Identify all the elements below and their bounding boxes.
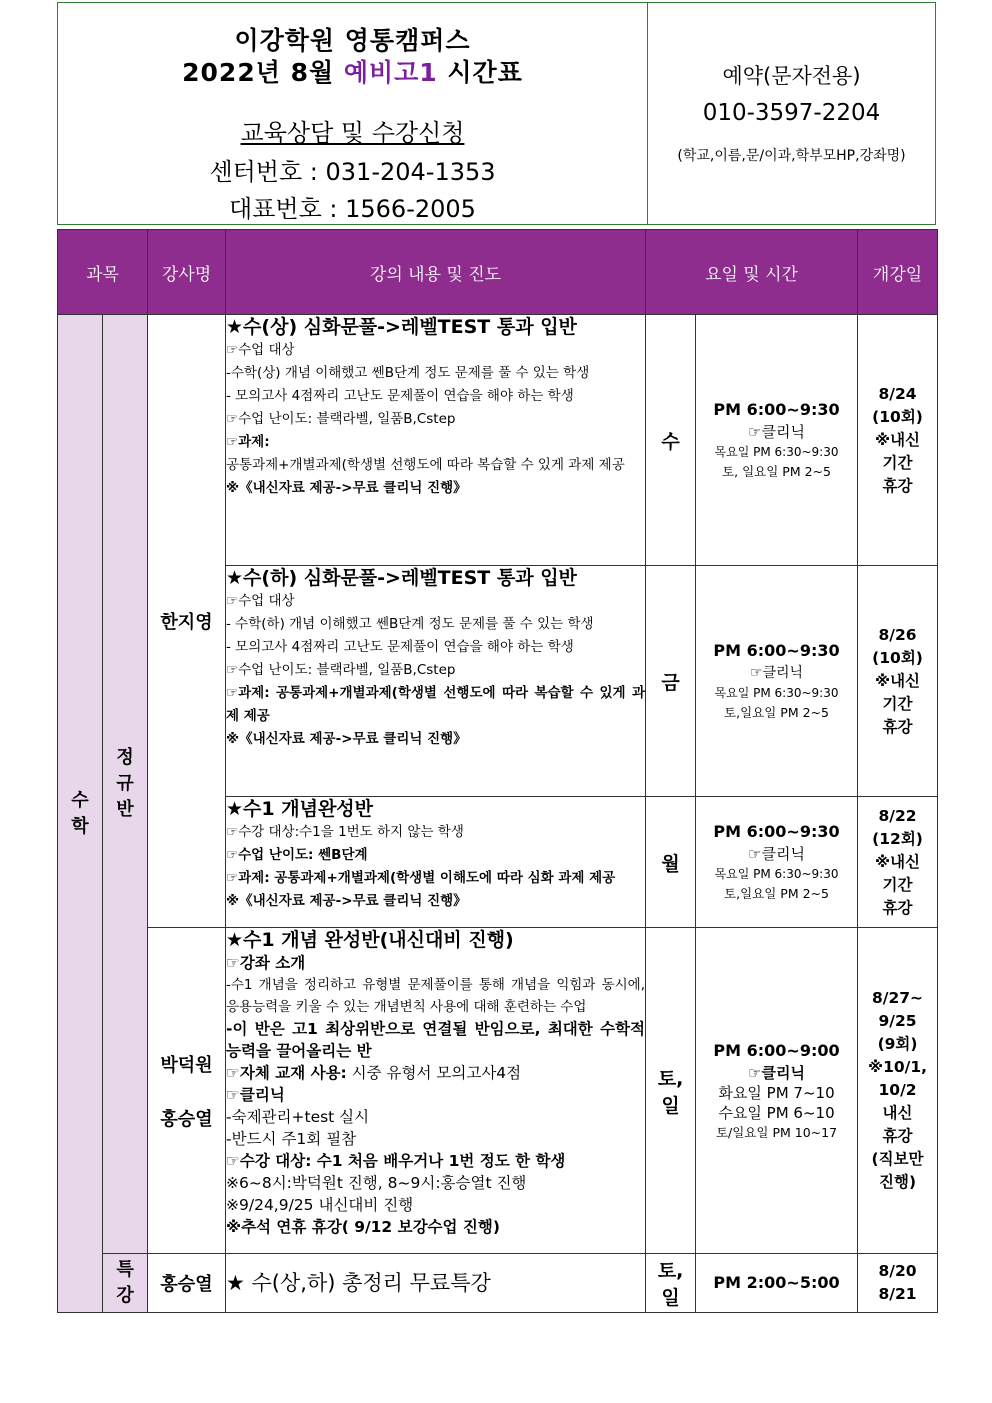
course-content: ★수(상) 심화문풀->레벨TEST 통과 입반 ☞수업 대상 -수학(상) 개념 이해했고 쎈B단계 정도 문제를 풀 수 있는 학생 - 모의고사 4점짜리 고난도 문제풀이 연습을 해야 하는 학생 ☞수업 난이도: 블랙라벨, 일품B,Cstep ☞과제: 공통과제+개별과제(학생별 선행도에 따라 복습할 수 있게 과제 제공 ※《내신자료 제공->무료 클리닉 진행》 xyxy=(226,315,646,566)
course-title: ★수(하) 심화문풀->레벨TEST 통과 입반 xyxy=(226,567,577,589)
teacher-cell: 박덕원 홍승열 xyxy=(148,928,226,1254)
course-title: ★수1 개념완성반 xyxy=(226,798,374,820)
time-cell: PM 2:00~5:00 xyxy=(696,1254,858,1313)
reservation-panel xyxy=(648,3,935,224)
col-subject: 과목 xyxy=(58,230,148,315)
teacher-cell: 한지영 xyxy=(148,315,226,928)
course-content: ★수1 개념 완성반(내신대비 진행) ☞강좌 소개 -수1 개념을 정리하고 유형별 문제풀이를 통해 개념을 익힘과 동시에, 응용능력을 키울 수 있는 개념변칙 사용에 대해 훈련하는 수업 -이 반은 고1 최상위반으로 연결될 반임으로, 최대한 수학적 능력을 끌어올리는 반 ☞자체 교재 사용: 시중 유형서 모의고사4점 ☞클리닉 -숙제관리+test 실시 -반드시 주1회 필참 ☞수강 대상: 수1 처음 배우거나 1번 정도 한 학생 ※6~8시:박덕원t 진행, 8~9시:홍승열t 진행 ※9/24,9/25 내신대비 진행 ※추석 연휴 휴강( 9/12 보강수업 진행) xyxy=(226,928,646,1254)
academy-name: 이강학원 영통캠퍼스 xyxy=(234,26,471,55)
time-cell: PM 6:00~9:30 ☞클리닉 목요일 PM 6:30~9:30 토,일요일 PM 2~5 xyxy=(696,566,858,797)
teacher-cell: 홍승열 xyxy=(148,1254,226,1313)
day-cell: 월 xyxy=(646,797,696,928)
time-cell: PM 6:00~9:00 ☞클리닉 화요일 PM 7~10 수요일 PM 6~10 토/일요일 PM 10~17 xyxy=(696,928,858,1254)
start-date-cell: 8/20 8/21 xyxy=(858,1254,938,1313)
reservation-note: (학교,이름,문/이과,학부모HP,강좌명) xyxy=(677,148,906,164)
course-title: ★ 수(상,하) 총정리 무료특강 xyxy=(226,1271,491,1295)
grade-highlight: 예비고1 xyxy=(343,58,438,87)
time-cell: PM 6:00~9:30 ☞클리닉 목요일 PM 6:30~9:30 토,일요일 PM 2~5 xyxy=(696,797,858,928)
course-content xyxy=(226,1254,646,1313)
special-class-cell: 특 강 xyxy=(103,1254,148,1313)
schedule-title: 2022년 8월 예비고1 시간표 xyxy=(182,58,523,87)
col-day-time: 요일 및 시간 xyxy=(646,230,858,315)
time-cell: PM 6:00~9:30 ☞클리닉 목요일 PM 6:30~9:30 토, 일요일 PM 2~5 xyxy=(696,315,858,566)
reservation-phone: 010-3597-2204 xyxy=(702,100,881,126)
header-title-panel xyxy=(58,3,648,224)
day-cell: 수 xyxy=(646,315,696,566)
course-title: ★수1 개념 완성반(내신대비 진행) xyxy=(226,929,514,951)
table-row xyxy=(58,315,938,566)
col-start: 개강일 xyxy=(858,230,938,315)
table-row xyxy=(58,928,938,1254)
start-date-cell: 8/24 (10회) ※내신 기간 휴강 xyxy=(858,315,938,566)
reservation-title: 예약(문자전용) xyxy=(722,64,861,88)
day-cell: 토, 일 xyxy=(646,928,696,1254)
regular-class-cell: 정 규 반 xyxy=(103,315,148,1254)
table-row xyxy=(58,1254,938,1313)
start-date-cell: 8/26 (10회) ※내신 기간 휴강 xyxy=(858,566,938,797)
table-header-row xyxy=(58,230,938,315)
consult-heading: 교육상담 및 수강신청 xyxy=(240,119,465,147)
col-teacher: 강사명 xyxy=(148,230,226,315)
course-title: ★수(상) 심화문풀->레벨TEST 통과 입반 xyxy=(226,316,577,338)
course-content: ★수(하) 심화문풀->레벨TEST 통과 입반 ☞수업 대상 - 수학(하) 개념 이해했고 쎈B단계 정도 문제를 풀 수 있는 학생 - 모의고사 4점짜리 고난도 문제풀이 연습을 해야 하는 학생 ☞수업 난이도: 블랙라벨, 일품B,Cstep ☞과제: 공통과제+개별과제(학생별 선행도에 따라 복습할 수 있게 과제 제공 ※《내신자료 제공->무료 클리닉 진행》 xyxy=(226,566,646,797)
start-date-cell: 8/27~ 9/25 (9회) ※10/1, 10/2 내신 휴강 (직보만 진행) xyxy=(858,928,938,1254)
day-cell: 토, 일 xyxy=(646,1254,696,1313)
subject-cell: 수 학 xyxy=(58,315,103,1313)
col-content: 강의 내용 및 진도 xyxy=(226,230,646,315)
schedule-table xyxy=(57,229,938,1313)
start-date-cell: 8/22 (12회) ※내신 기간 휴강 xyxy=(858,797,938,928)
header-box xyxy=(57,2,936,225)
day-cell: 금 xyxy=(646,566,696,797)
center-phone: 센터번호 : 031-204-1353 xyxy=(209,158,496,186)
main-phone: 대표번호 : 1566-2005 xyxy=(229,195,476,223)
course-content: ★수1 개념완성반 ☞수강 대상:수1을 1번도 하지 않는 학생 ☞수업 난이도: 쎈B단계 ☞과제: 공통과제+개별과제(학생별 이해도에 따라 심화 과제 제공 ※《내신자료 제공->무료 클리닉 진행》 xyxy=(226,797,646,928)
